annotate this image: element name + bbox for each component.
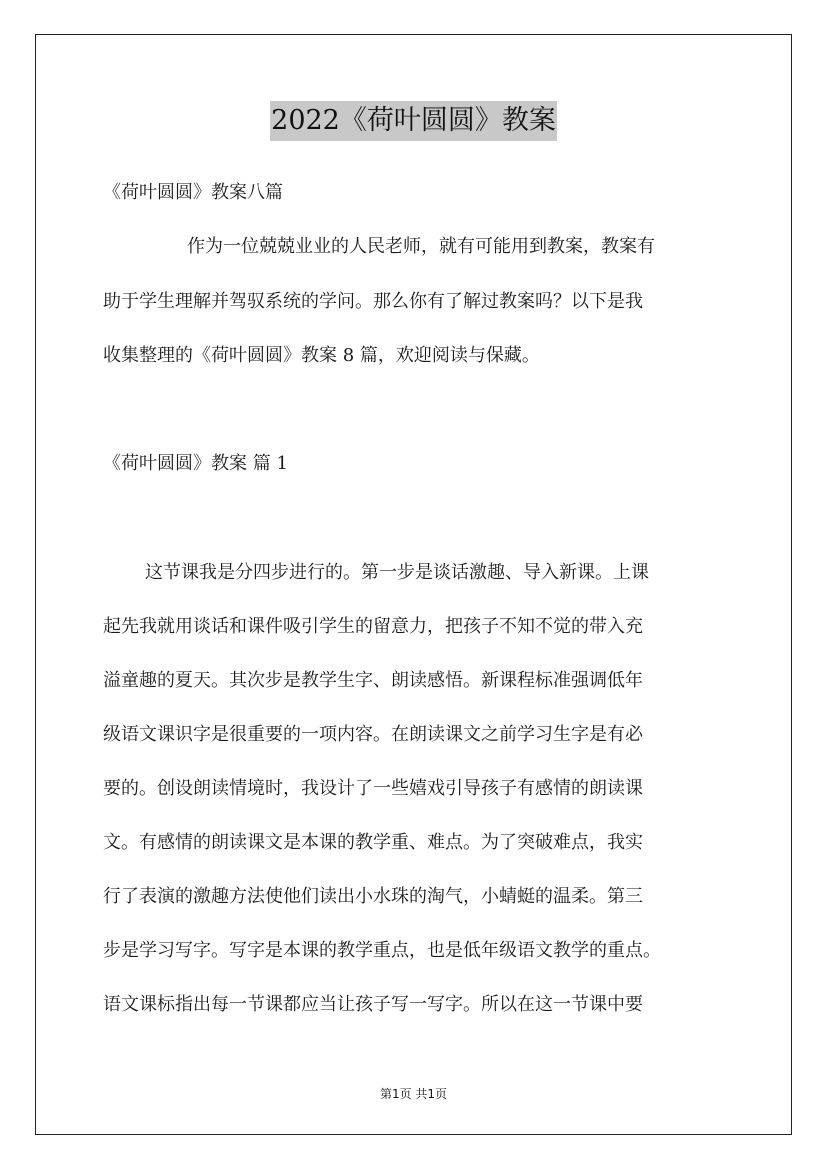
body-line: 起先我就用谈话和课件吸引学生的留意力，把孩子不知不觉的带入充 [103,616,643,637]
title-container [0,101,827,141]
body-line: 行了表演的激趣方法使他们读出小水珠的淘气，小蜻蜓的温柔。第三 [103,886,643,907]
intro-line: 收集整理的《荷叶圆圆》教案 8 篇，欢迎阅读与保藏。 [103,345,540,366]
page-footer: 第1页 共1页 [379,1087,448,1101]
body-line: 级语文课识字是很重要的一项内容。在朗读课文之前学习生字是有必 [103,724,643,745]
body-line: 文。有感情的朗读课文是本课的教学重、难点。为了突破难点，我实 [103,832,643,853]
section-heading: 《荷叶圆圆》教案 篇 1 [103,453,288,474]
document-subtitle: 《荷叶圆圆》教案八篇 [103,182,283,203]
body-line: 这节课我是分四步进行的。第一步是谈话激趣、导入新课。上课 [145,562,649,583]
body-line: 溢童趣的夏天。其次步是教学生字、朗读感悟。新课程标准强调低年 [103,670,643,691]
body-line: 要的。创设朗读情境时，我设计了一些嬉戏引导孩子有感情的朗读课 [103,778,643,799]
intro-line: 作为一位兢兢业业的人民老师，就有可能用到教案，教案有 [187,236,655,257]
intro-line: 助于学生理解并驾驭系统的学问。那么你有了解过教案吗？以下是我 [103,291,643,312]
document-title: 2022《荷叶圆圆》教案 [270,101,557,141]
body-line: 语文课标指出每一节课都应当让孩子写一写字。所以在这一节课中要 [103,994,643,1015]
body-line: 步是学习写字。写字是本课的教学重点，也是低年级语文教学的重点。 [103,940,661,961]
